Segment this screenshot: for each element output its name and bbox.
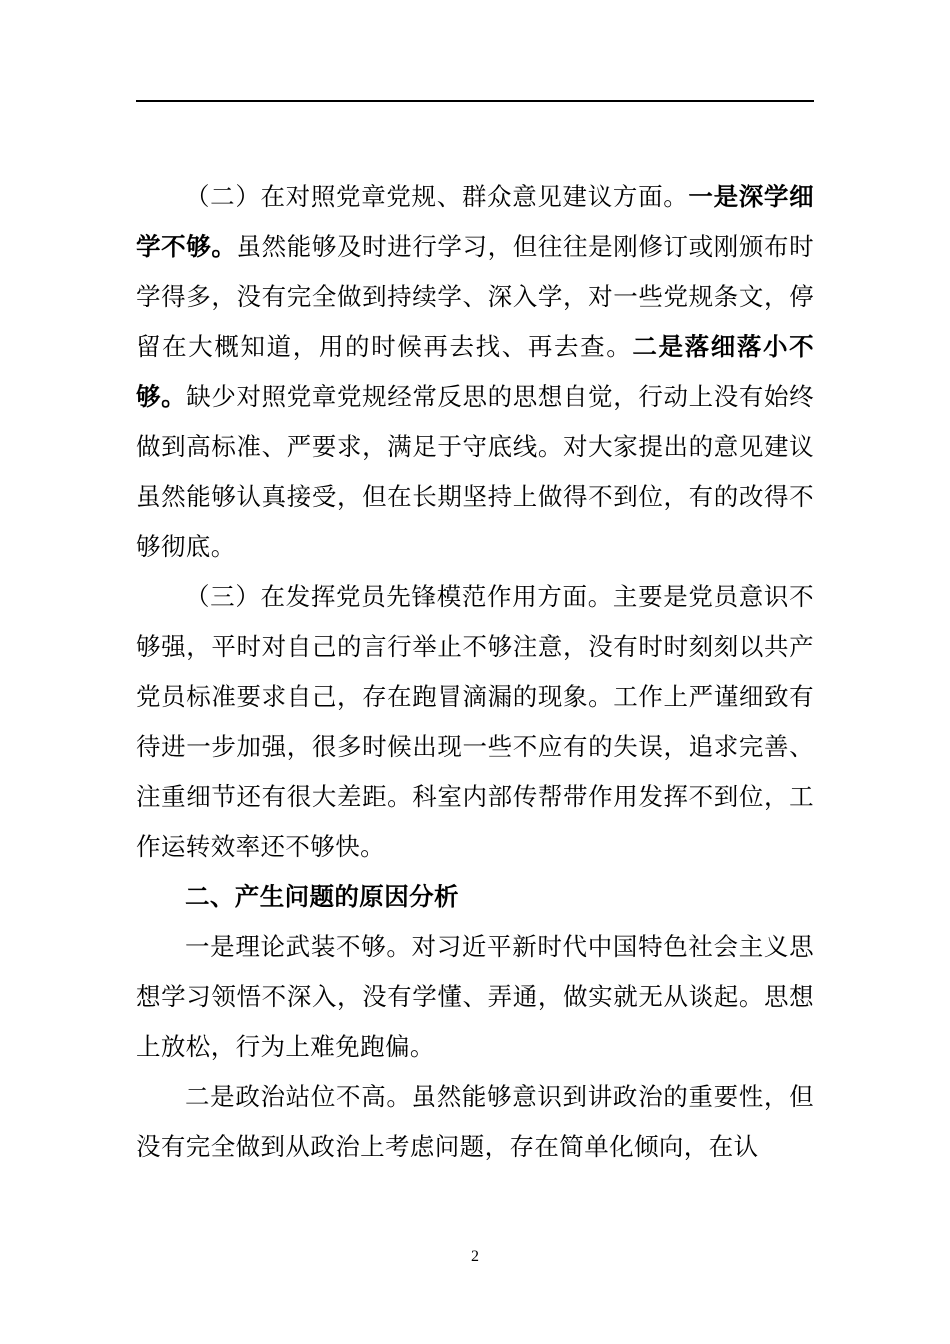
header-rule [136, 100, 814, 102]
section-2-point-2-title: 二是落细落小不够。 [136, 332, 814, 411]
paragraph-cause-2: 二是政治站位不高。虽然能够意识到讲政治的重要性，但没有完全做到从政治上考虑问题，存在简单化倾向，在认 [136, 1082, 814, 1161]
paragraph-cause-1: 一是理论武装不够。对习近平新时代中国特色社会主义思想学习领悟不深入，没有学懂、弄通，做实就无从谈起。思想上放松，行为上难免跑偏。 [136, 932, 814, 1061]
paragraph-section-2 [136, 172, 814, 572]
section-2-point-1-text: 虽然能够及时进行学习，但往往是刚修订或刚颁布时学得多，没有完全做到持续学、深入学，对一些党规条文，停留在大概知道，用的时候再去找、再去查。 [136, 232, 814, 361]
paragraph-section-3 [136, 572, 814, 872]
page-number: 2 [471, 1248, 479, 1265]
section-2-point-1-title: 一是深学细学不够。 [136, 182, 815, 261]
section-2-point-2-text: 缺少对照党章党规经常反思的思想自觉，行动上没有始终做到高标准、严要求，满足于守底线。对大家提出的意见建议虽然能够认真接受，但在长期坚持上做得不到位，有的改得不够彻底。 [136, 382, 814, 561]
document-body [136, 172, 814, 1172]
heading-cause-analysis: 二、产生问题的原因分析 [185, 882, 459, 911]
section-3-text: （三）在发挥党员先锋模范作用方面。主要是党员意识不够强，平时对自己的言行举止不够注意，没有时时刻刻以共产党员标准要求自己，存在跑冒滴漏的现象。工作上严谨细致有待进一步加强，很多时候出现一些不应有的失误，追求完善、注重细节还有很大差距。科室内部传帮带作用发挥不到位，工作运转效率还不够快。 [136, 582, 814, 861]
section-2-title: （二）在对照党章党规、群众意见建议方面。 [185, 182, 689, 211]
